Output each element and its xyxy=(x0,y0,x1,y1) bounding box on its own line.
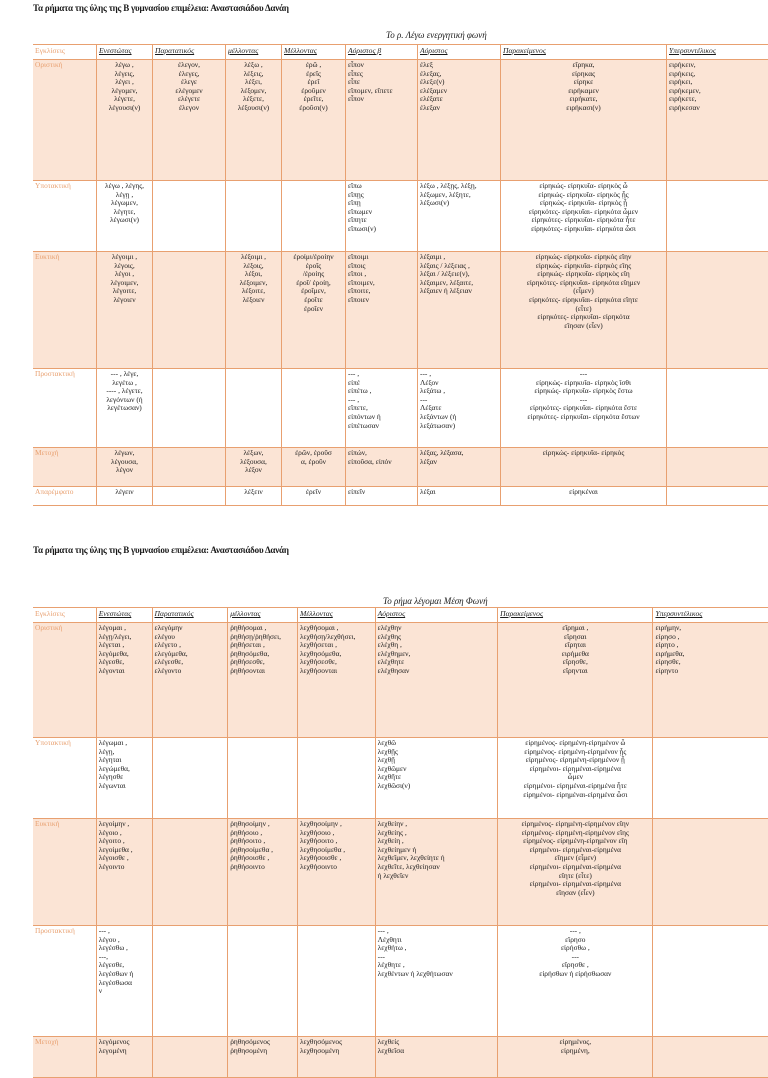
table-row xyxy=(33,252,768,369)
table-cell: εἰρημένος- εἰρημένη-εἰρημένον εἴην εἰρημένος- εἰρημένη-εἰρημένον εἴης εἰρημένος- εἰρημένη-εἰρημένον εἴη εἰρημένοι- εἰρημέναι-εἰρημένα εἴημεν (εἶμεν) εἰρημένοι- εἰρημέναι-εἰρημένα εἴητε (εἶτε) εἰρημένοι- εἰρημέναι-εἰρημένα εἴησαν (εἶεν) xyxy=(498,819,653,925)
table-cell: ἐρῶ , ἐρεῖς ἐρεῖ ἐροῦμεν ἐρεῖτε, ἐροῦσι(ν) xyxy=(282,60,346,180)
table-cell: λέγοιμι , λέγοις, λέγοι , λέγοιμεν, λέγοιτε, λέγοιεν xyxy=(97,252,153,368)
table-cell: εἰπεῖν xyxy=(346,487,418,505)
table-cell: --- , Λέξον λεξάτω , --- Λέξατε λεξάντων (ή λεξάτωσαν) xyxy=(418,369,501,447)
row-label: Μετοχή xyxy=(33,1037,97,1077)
table-cell: --- , εἴρησο εἰρήσθω , --- εἴρησθε , εἰρήσθων ή εἰρήσθωσαν xyxy=(498,926,653,1036)
column-header: Εγκλίσεις xyxy=(33,608,97,622)
table-row xyxy=(33,487,768,506)
table-cell: εἴπω εἴπῃς εἴπῃ εἴπωμεν εἴπητε εἴπωσι(ν) xyxy=(346,181,418,251)
table-cell: --- , Λέχθητι λεχθήτω , --- λέχθητε , λεχθέντων ή λεχθήτωσαν xyxy=(376,926,499,1036)
table-cell: λέξειν xyxy=(226,487,282,505)
table-cell xyxy=(153,487,226,505)
table-cell xyxy=(226,369,282,447)
table-cell: ἐρῶν, ἐροῦσ α, ἐροῦν xyxy=(282,448,346,486)
column-header: Ενεστώτας xyxy=(97,45,153,59)
table-cell: λέγω , λέγεις, λέγει , λέγομεν, λέγετε, λέγουσι(ν) xyxy=(97,60,153,180)
table-cell: --- , εἰπέ εἰπέτω , --- , εἴπετε, εἰπόντων ή εἰπέτωσαν xyxy=(346,369,418,447)
table-row xyxy=(33,60,768,181)
table-cell xyxy=(667,487,751,505)
table-cell xyxy=(298,926,376,1036)
row-label: Προστακτική xyxy=(33,926,97,1036)
row-label: Ευκτική xyxy=(33,819,97,925)
table-cell: ἐρεῖν xyxy=(282,487,346,505)
column-header: Αόριστος β xyxy=(346,45,418,59)
column-header: Υπερσυντέλικος xyxy=(669,46,716,55)
table-cell xyxy=(667,252,751,368)
table-cell: ειρήμην, είρησο , είρητο , ειρήμεθα, είρησθε, είρηντο xyxy=(655,623,685,675)
table-cell xyxy=(226,181,282,251)
table-cell: λεχθείς λεχθεῖσα xyxy=(376,1037,499,1077)
column-header: Αόριστος xyxy=(418,45,501,59)
table-cell: εἰρηκώς- εἰρηκυῖα- εἰρηκὸς ὦ εἰρηκώς- εἰρηκυῖα- εἰρηκὸς ᾖς εἰρηκώς- εἰρηκυῖα- εἰρηκὸς ᾖ εἰρηκότες- εἰρηκυῖαι- εἰρηκότα ὦμεν εἰρηκότες- εἰρηκυῖαι- εἰρηκότα ἦτε εἰρηκότες- εἰρηκυῖαι- εἰρηκότα ὦσι xyxy=(501,181,667,251)
table-cell: λέξοιμι , λέξοις, λέξοι, λέξοιμεν, λέξοιτε, λέξοιεν xyxy=(226,252,282,368)
row-label: Μετοχή xyxy=(33,448,97,486)
table-cell xyxy=(153,181,226,251)
row-label: Οριστική xyxy=(33,60,97,180)
table-cell xyxy=(228,926,298,1036)
table-row xyxy=(33,819,768,926)
table-cell: ελεγόμην ελέγου ελέγετο , ελεγόμεθα, ελέγεσθε, ελέγοντο xyxy=(153,623,229,737)
table-cell xyxy=(653,926,768,1036)
table-cell: εἰρηκώς- εἰρηκυῖα- εἰρηκὸς εἴην εἰρηκώς- εἰρηκυῖα- εἰρηκὸς εἴης εἰρηκώς- εἰρηκυῖα- εἰρηκὸς εἴη εἰρηκότες- εἰρηκυῖαι- εἰρηκότα εἴημεν (εἶμεν) εἰρηκότες- εἰρηκυῖαι- εἰρηκότα εἴητε (εἶτε) εἰρηκότες- εἰρηκυῖαι- εἰρηκότα εἴησαν (εἶεν) xyxy=(501,252,667,368)
row-label: Οριστική xyxy=(33,623,97,737)
table-cell: ῥηθησοίμην , ῥηθήσοιο , ῥηθήσοιτο , ῥηθησοίμεθα , ῥηθήσοισθε , ῥηθήσοιντο xyxy=(228,819,298,925)
table1-title: Το ρ. Λέγω ενεργητική φωνή xyxy=(386,30,487,40)
column-header: Παρατατικός xyxy=(153,608,229,622)
table-cell xyxy=(153,926,229,1036)
table-cell: λεχθησοίμην , λεχθήσοιο , λεχθήσοιτο , λεχθησοίμεθα , λεχθήσοισθε , λεχθήσοιντο xyxy=(298,819,376,925)
table-cell: λεχθείην , λεχθείης , λεχθείη , λεχθείημεν ή λεχθεῖμεν, λεχθείητε ή λεχθεῖτε, λεχθείησαν ή λεχθεῖεν xyxy=(376,819,499,925)
table-cell xyxy=(153,369,226,447)
table-cell: εἴρημαι , εἴρησαι εἴρηται ειρήμεθα εἴρησθε, εἴρηνται xyxy=(498,623,653,737)
table2-title: Το ρήμα λέγομαι Μέση Φωνή xyxy=(383,596,488,606)
table-cell: λεγόμενος λεγομένη xyxy=(97,1037,153,1077)
column-header: Παρακείμενος xyxy=(501,45,667,59)
table-cell xyxy=(667,181,751,251)
table-cell: ἐροίμι/ἐροίην ἐροῖς /ἐροίης ἐροῖ/ ἐροίη, ἐροῖμεν, ἐροῖτε ἐροῖεν xyxy=(282,252,346,368)
row-label: Υποτακτική xyxy=(33,738,97,818)
header-row xyxy=(33,45,768,60)
table-row xyxy=(33,623,768,738)
table-row xyxy=(33,369,768,448)
table-cell xyxy=(228,738,298,818)
column-header: Μέλλοντας xyxy=(282,45,346,59)
table-cell: λεχθῶ λεχθῇς λεχθῇ λεχθῶμεν λεχθῆτε λεχθῶσι(ν) xyxy=(376,738,499,818)
table-row xyxy=(33,926,768,1037)
table-row xyxy=(33,738,768,819)
column-header: Παρατατικός xyxy=(153,45,226,59)
table-cell: εἰρηκέναι xyxy=(501,487,667,505)
table-cell: λεχθήσομαι , λεχθήσῃ/λεχθήσει, λεχθήσεται , λεχθησόμεθα, λεχθήσεσθε, λεχθήσονται xyxy=(298,623,376,737)
table-active-voice xyxy=(33,44,768,506)
table-cell xyxy=(153,1037,229,1077)
column-header: Παρακείμενος xyxy=(498,608,653,622)
table-cell: --- , λέγου , λεγέσθω , ---, λέγεσθε, λεγέσθων ή λεγέσθωσα ν xyxy=(97,926,153,1036)
row-label: Υποτακτική xyxy=(33,181,97,251)
table-middle-voice xyxy=(33,607,768,1078)
table-cell xyxy=(282,369,346,447)
column-header: Εγκλίσεις xyxy=(33,45,97,59)
table-cell: εἰρηκώς- εἰρηκυῖα- εἰρηκὸς xyxy=(501,448,667,486)
table-cell: λέγωμαι , λέγῃ, λέγηται λεγώμεθα, λέγησθε λέγωνται xyxy=(97,738,153,818)
table-cell: εἴποιμι εἴποις εἴποι , εἴποιμεν, εἴποιτε, εἴποιεν xyxy=(346,252,418,368)
table-cell xyxy=(153,819,229,925)
page-header-1: Τα ρήματα της ύλης της Β γυμνασίου επιμέλεια: Αναστασιάδου Δανάη xyxy=(33,3,289,13)
table-row xyxy=(33,181,768,252)
page-header-2: Τα ρήματα της ύλης της Β γυμνασίου επιμέλεια: Αναστασιάδου Δανάη xyxy=(33,545,289,555)
table-cell: λεχθησόμενος λεχθησομένη xyxy=(298,1037,376,1077)
table-cell: εἰρημένος- εἰρημένη-εἰρημένον ὦ εἰρημένος- εἰρημένη-εἰρημένον ᾖς εἰρημένος- εἰρημένη-εἰρημένον ᾖ εἰρημένοι- εἰρημέναι-εἰρημένα ὦμεν εἰρημένοι- εἰρημέναι-εἰρημένα ἦτε εἰρημένοι- εἰρημέναι-εἰρημένα ὦσι xyxy=(498,738,653,818)
table-cell xyxy=(653,819,768,925)
table-cell: εἰπών, εἰποῦσα, εἰπόν xyxy=(346,448,418,486)
table-cell: λεγοίμην , λέγοιο , λέγοιτο , λεγοίμεθα , λέγοισθε , λέγοιντο xyxy=(97,819,153,925)
column-header: Αόριστος xyxy=(376,608,499,622)
table-cell: λέξαι xyxy=(418,487,501,505)
table-row xyxy=(33,448,768,487)
table-cell xyxy=(153,448,226,486)
table-cell xyxy=(653,1037,768,1077)
column-header: μέλλοντας xyxy=(228,608,298,622)
table-cell xyxy=(153,738,229,818)
column-header: Μέλλοντας xyxy=(298,608,376,622)
row-label: Απαρέμφατο xyxy=(33,487,97,505)
table-cell xyxy=(282,181,346,251)
table-cell: λέξαιμι , λέξαις / λέξειας , λέξαι / λέξειε(ν), λέξαιμεν, λέξαιτε, λέξαιεν ή λέξειαν xyxy=(418,252,501,368)
column-header: μέλλοντας xyxy=(226,45,282,59)
table-cell: εἶπον εἶπες εἶπε εἴπομεν, εἴπετε εἶπον xyxy=(346,60,418,180)
table-cell xyxy=(653,738,768,818)
table-cell: ῥηθησόμενος ῥηθησομένη xyxy=(228,1037,298,1077)
table-cell: λέξω , λέξεις, λέξει, λέξομεν, λέξετε, λέξουσι(ν) xyxy=(226,60,282,180)
table-cell: --- , λέγε, λεγέτω , ---- , λέγετε, λεγόντων (ή λεγέτωσαν) xyxy=(97,369,153,447)
table-cell: εἴρηκα, είρηκας είρηκε ειρήκαμεν ειρήκατε, ειρήκασι(ν) xyxy=(501,60,667,180)
table-cell: έλεγον, έλεγες, έλεγε ελέγομεν ελέγετε έλεγον xyxy=(153,60,226,180)
table-cell: λέξων, λέξουσα, λέξον xyxy=(226,448,282,486)
table-cell: λέγομαι , λέγῃ/λέγει, λέγεται , λεγόμεθα, λέγεσθε, λέγονται xyxy=(97,623,153,737)
header-row xyxy=(33,608,768,623)
table-cell xyxy=(298,738,376,818)
table-row xyxy=(33,1037,768,1078)
table-cell xyxy=(667,369,751,447)
column-header: Υπερσυντέλικος xyxy=(655,609,703,618)
table-cell xyxy=(153,252,226,368)
row-label: Προστακτική xyxy=(33,369,97,447)
table-cell: λέγων, λέγουσα, λέγον xyxy=(97,448,153,486)
table-cell: ελέχθην ελέχθης ελέχθη , ελέχθημεν, ελέχθητε ελέχθησαν xyxy=(376,623,499,737)
column-header: Ενεστώτας xyxy=(97,608,153,622)
table-cell: λέξω , λέξῃς, λέξῃ, λέξωμεν, λέξητε, λέξωσι(ν) xyxy=(418,181,501,251)
table-cell xyxy=(667,448,751,486)
table-cell: λέξας, λέξασα, λέξαν xyxy=(418,448,501,486)
table-cell: ῥηθήσομαι , ῥηθήσῃ/ῥηθήσει, ῥηθήσεται , ῥηθησόμεθα, ῥηθήσεσθε, ῥηθήσονται xyxy=(228,623,298,737)
row-label: Ευκτική xyxy=(33,252,97,368)
table-cell: ειρήκειν, ειρήκεις, ειρήκει, ειρήκεμεν, ειρήκετε, ειρήκεσαν xyxy=(669,60,701,112)
table-cell: έλεξ έλεξας, έλεξε(ν) ελέξαμεν ελέξατε έλεξαν xyxy=(418,60,501,180)
table-cell: εἰρημένος, εἰρημένη, xyxy=(498,1037,653,1077)
table-cell: λέγω , λέγης, λέγῃ , λέγωμεν, λέγητε, λέγωσι(ν) xyxy=(97,181,153,251)
table-cell: --- εἰρηκώς- εἰρηκυῖα- εἰρηκὸς ἴσθι εἰρηκώς- εἰρηκυῖα- εἰρηκὸς ἔστω --- εἰρηκότες- εἰρηκυῖαι- εἰρηκότα ἔστε εἰρηκότες- εἰρηκυῖαι- εἰρηκότα ἔστων xyxy=(501,369,667,447)
table-cell: λέγειν xyxy=(97,487,153,505)
